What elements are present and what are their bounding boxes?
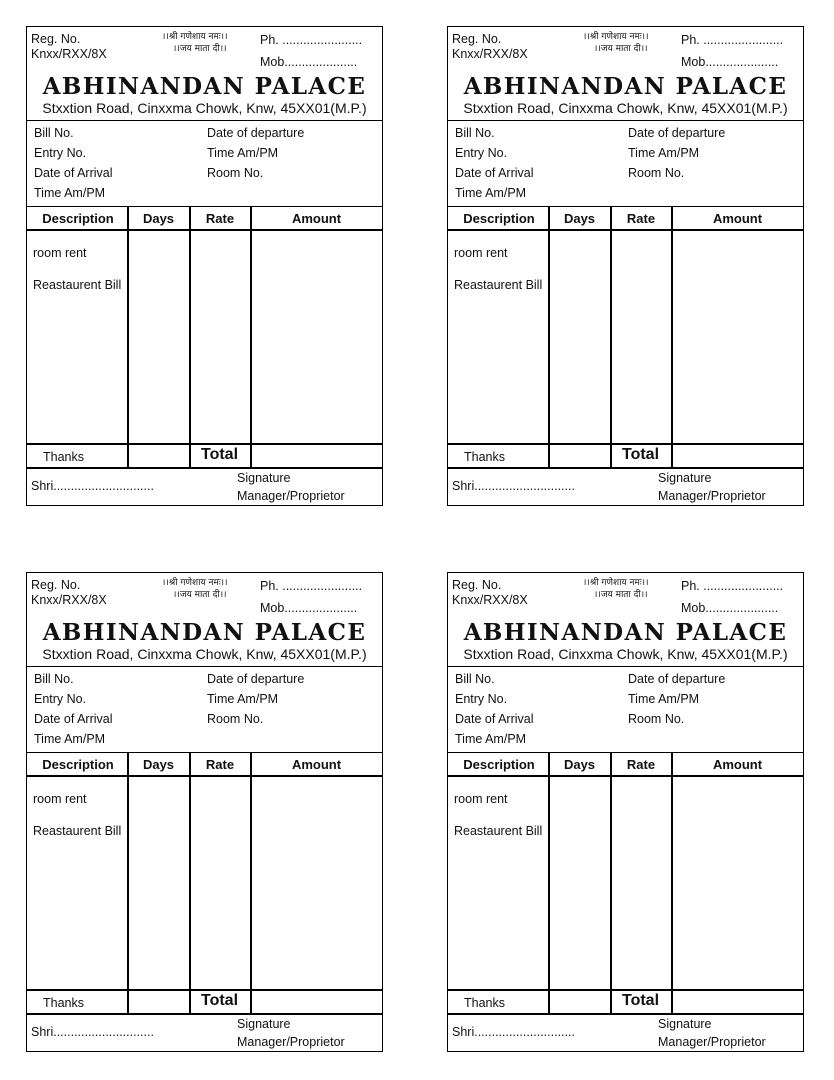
invocation-line-1: ।।श्री गणेशाय नमः।। <box>583 32 649 42</box>
column-header-days: Days <box>142 211 175 226</box>
invocation-line-1: ।।श्री गणेशाय नमः।। <box>583 578 649 588</box>
line-item-room-rent: room rent <box>454 792 508 806</box>
room-no-label: Room No. <box>207 166 264 180</box>
hotel-address: Stxxtion Road, Cinxxma Chowk, Knw, 45XX01(M.P.) <box>463 646 788 662</box>
mobile-label: Mob..................... <box>681 601 779 615</box>
column-divider <box>548 752 550 1013</box>
room-no-label: Room No. <box>207 712 264 726</box>
footer-divider <box>448 1013 803 1015</box>
column-divider <box>610 206 612 467</box>
hotel-name: ABHINANDAN PALACE <box>463 73 788 100</box>
reg-value: Knxx/RXX/8X <box>452 593 528 607</box>
total-row-divider <box>448 443 803 445</box>
column-header-description: Description <box>42 757 114 772</box>
column-divider <box>548 206 550 467</box>
column-header-rate: Rate <box>626 757 656 772</box>
bill-header <box>27 573 382 667</box>
entry-no-label: Entry No. <box>455 692 508 706</box>
mobile-label: Mob..................... <box>681 55 779 69</box>
mobile-label: Mob..................... <box>260 55 358 69</box>
arrival-time-label: Time Am/PM <box>34 732 106 746</box>
column-header-rate: Rate <box>205 211 235 226</box>
column-header-description: Description <box>463 211 535 226</box>
mobile-label: Mob..................... <box>260 601 358 615</box>
bill-header <box>448 573 803 667</box>
line-item-restaurant-bill: Reastaurent Bill <box>33 278 122 292</box>
column-header-rate: Rate <box>205 757 235 772</box>
bill-no-label: Bill No. <box>455 126 495 140</box>
departure-time-label: Time Am/PM <box>628 146 700 160</box>
invocation-line-2: ।।जय माता दी।। <box>173 44 227 54</box>
departure-time-label: Time Am/PM <box>628 692 700 706</box>
bill-no-label: Bill No. <box>455 672 495 686</box>
shri-label: Shri............................. <box>452 1025 575 1039</box>
column-header-divider <box>448 775 803 777</box>
line-item-room-rent: room rent <box>454 246 508 260</box>
arrival-time-label: Time Am/PM <box>455 186 527 200</box>
guest-info-section <box>448 120 803 207</box>
column-header-amount: Amount <box>291 211 342 226</box>
hotel-address: Stxxtion Road, Cinxxma Chowk, Knw, 45XX01(M.P.) <box>463 100 788 116</box>
hotel-address: Stxxtion Road, Cinxxma Chowk, Knw, 45XX01(M.P.) <box>42 100 367 116</box>
invocation-line-2: ।।जय माता दी।। <box>173 590 227 600</box>
footer-divider <box>448 467 803 469</box>
reg-label: Reg. No. <box>31 578 81 592</box>
signature-label: Signature <box>237 471 291 485</box>
phone-label: Ph. ....................... <box>681 579 784 593</box>
bill-header <box>27 27 382 121</box>
column-divider <box>127 752 129 1013</box>
total-label: Total <box>621 446 660 463</box>
column-divider <box>671 752 673 1013</box>
column-header-description: Description <box>463 757 535 772</box>
total-row-divider <box>27 443 382 445</box>
invocation-line-2: ।।जय माता दी।। <box>594 590 648 600</box>
total-label: Total <box>200 992 239 1009</box>
line-item-restaurant-bill: Reastaurent Bill <box>33 824 122 838</box>
thanks-label: Thanks <box>43 450 84 464</box>
reg-label: Reg. No. <box>452 32 502 46</box>
invocation-line-1: ।।श्री गणेशाय नमः।। <box>162 578 228 588</box>
entry-no-label: Entry No. <box>34 146 87 160</box>
thanks-label: Thanks <box>43 996 84 1010</box>
footer-divider <box>27 1013 382 1015</box>
manager-label: Manager/Proprietor <box>658 489 766 503</box>
shri-label: Shri............................. <box>31 479 154 493</box>
column-divider <box>189 752 191 1013</box>
thanks-label: Thanks <box>464 450 505 464</box>
phone-label: Ph. ....................... <box>260 33 363 47</box>
bill-form-2 <box>447 26 804 506</box>
arrival-date-label: Date of Arrival <box>34 166 113 180</box>
bill-no-label: Bill No. <box>34 672 74 686</box>
line-item-restaurant-bill: Reastaurent Bill <box>454 824 543 838</box>
line-item-room-rent: room rent <box>33 792 87 806</box>
column-divider <box>610 752 612 1013</box>
thanks-label: Thanks <box>464 996 505 1010</box>
manager-label: Manager/Proprietor <box>237 489 345 503</box>
column-header-rate: Rate <box>626 211 656 226</box>
signature-label: Signature <box>237 1017 291 1031</box>
column-header-divider <box>27 775 382 777</box>
line-item-room-rent: room rent <box>33 246 87 260</box>
hotel-name: ABHINANDAN PALACE <box>463 619 788 646</box>
column-header-description: Description <box>42 211 114 226</box>
footer-divider <box>27 467 382 469</box>
reg-value: Knxx/RXX/8X <box>31 593 107 607</box>
arrival-time-label: Time Am/PM <box>455 732 527 746</box>
arrival-date-label: Date of Arrival <box>455 712 534 726</box>
column-divider <box>250 206 252 467</box>
bill-form-3 <box>26 572 383 1052</box>
arrival-date-label: Date of Arrival <box>34 712 113 726</box>
total-label: Total <box>621 992 660 1009</box>
departure-date-label: Date of departure <box>628 672 726 686</box>
column-header-amount: Amount <box>712 211 763 226</box>
bill-header <box>448 27 803 121</box>
manager-label: Manager/Proprietor <box>237 1035 345 1049</box>
departure-time-label: Time Am/PM <box>207 146 279 160</box>
bill-no-label: Bill No. <box>34 126 74 140</box>
column-divider <box>250 752 252 1013</box>
manager-label: Manager/Proprietor <box>658 1035 766 1049</box>
arrival-time-label: Time Am/PM <box>34 186 106 200</box>
departure-time-label: Time Am/PM <box>207 692 279 706</box>
guest-info-section <box>27 120 382 207</box>
column-header-days: Days <box>142 757 175 772</box>
departure-date-label: Date of departure <box>207 672 305 686</box>
guest-info-section <box>27 666 382 753</box>
column-divider <box>189 206 191 467</box>
signature-label: Signature <box>658 471 712 485</box>
reg-value: Knxx/RXX/8X <box>452 47 528 61</box>
invocation-line-1: ।।श्री गणेशाय नमः।। <box>162 32 228 42</box>
room-no-label: Room No. <box>628 166 685 180</box>
total-row-divider <box>27 989 382 991</box>
hotel-name: ABHINANDAN PALACE <box>42 619 367 646</box>
hotel-name: ABHINANDAN PALACE <box>42 73 367 100</box>
guest-info-section <box>448 666 803 753</box>
shri-label: Shri............................. <box>452 479 575 493</box>
line-item-restaurant-bill: Reastaurent Bill <box>454 278 543 292</box>
column-header-amount: Amount <box>712 757 763 772</box>
shri-label: Shri............................. <box>31 1025 154 1039</box>
total-row-divider <box>448 989 803 991</box>
reg-label: Reg. No. <box>452 578 502 592</box>
bill-form-4 <box>447 572 804 1052</box>
invocation-line-2: ।।जय माता दी।। <box>594 44 648 54</box>
hotel-address: Stxxtion Road, Cinxxma Chowk, Knw, 45XX01(M.P.) <box>42 646 367 662</box>
column-header-amount: Amount <box>291 757 342 772</box>
total-label: Total <box>200 446 239 463</box>
phone-label: Ph. ....................... <box>681 33 784 47</box>
phone-label: Ph. ....................... <box>260 579 363 593</box>
bill-form-1 <box>26 26 383 506</box>
column-header-divider <box>27 229 382 231</box>
departure-date-label: Date of departure <box>628 126 726 140</box>
column-divider <box>127 206 129 467</box>
column-header-days: Days <box>563 211 596 226</box>
column-header-days: Days <box>563 757 596 772</box>
room-no-label: Room No. <box>628 712 685 726</box>
column-divider <box>671 206 673 467</box>
reg-label: Reg. No. <box>31 32 81 46</box>
column-header-divider <box>448 229 803 231</box>
reg-value: Knxx/RXX/8X <box>31 47 107 61</box>
signature-label: Signature <box>658 1017 712 1031</box>
arrival-date-label: Date of Arrival <box>455 166 534 180</box>
departure-date-label: Date of departure <box>207 126 305 140</box>
entry-no-label: Entry No. <box>34 692 87 706</box>
entry-no-label: Entry No. <box>455 146 508 160</box>
